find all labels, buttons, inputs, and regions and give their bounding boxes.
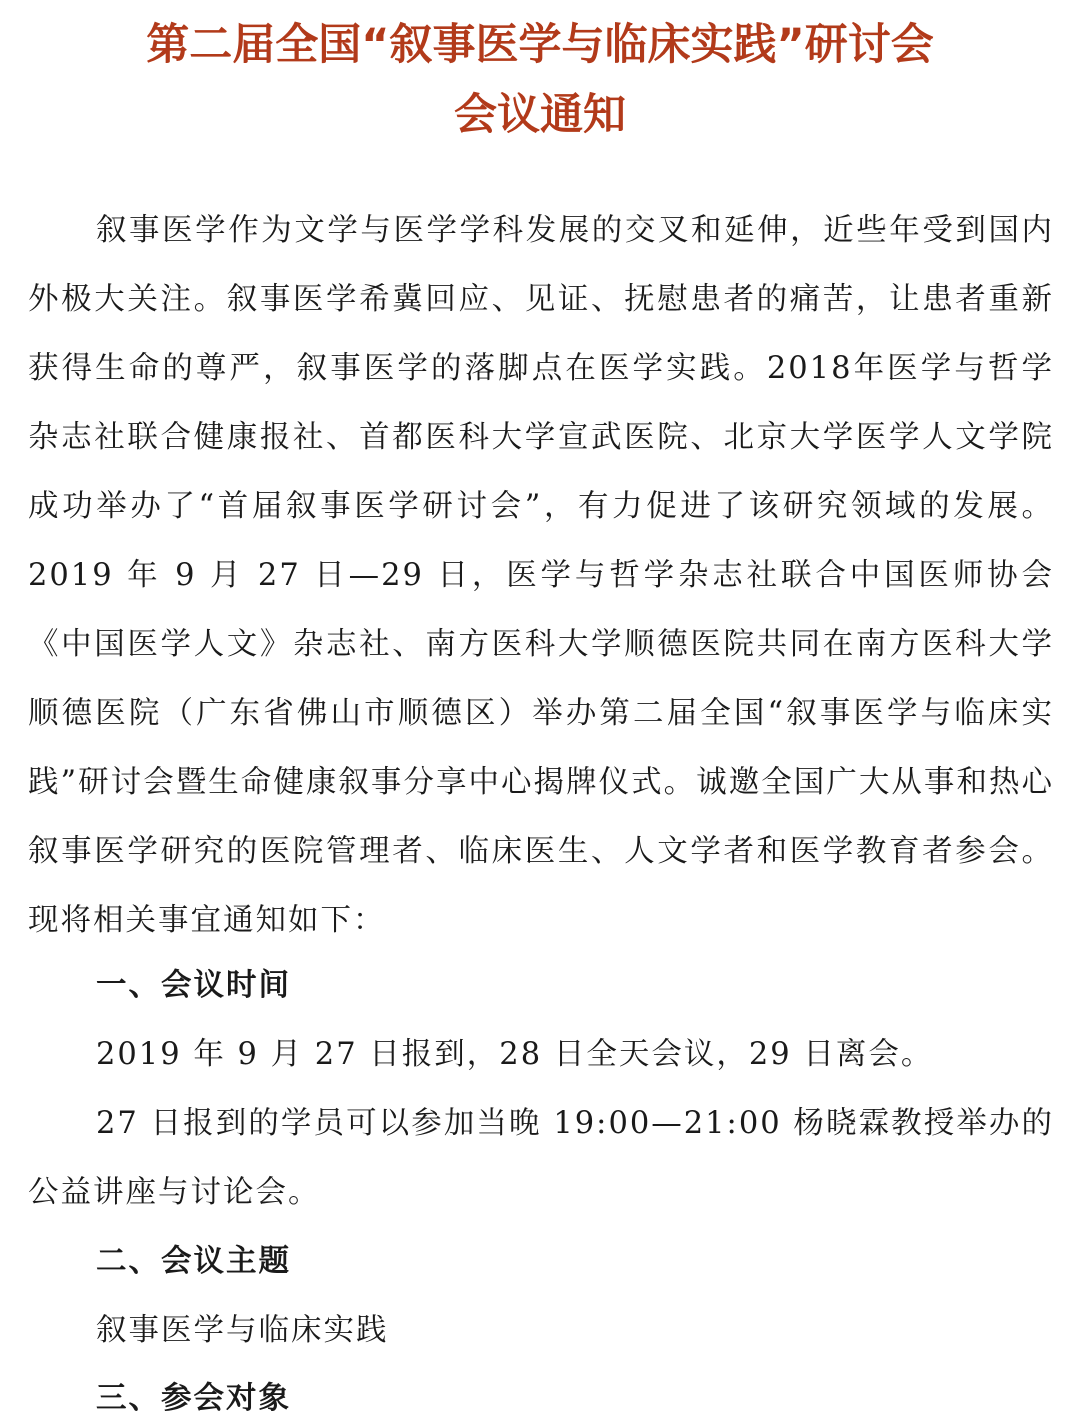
section-heading-time: 一、会议时间 [96, 968, 291, 1003]
intro-paragraph: 叙事医学作为文学与医学学科发展的交叉和延伸，近些年受到国内外极大关注。叙事医学希冀回应、见证、抚慰患者的痛苦，让患者重新获得生命的尊严，叙事医学的落脚点在医学实践。2018年医学与哲学杂志社联合健康报社、首都医科大学宣武医院、北京大学医学人文学院成功举办了“首届叙事医学研讨会”，有力促进了该研究领域的发展。2019 年 9 月 27 日—29 日，医学与哲学杂志社联合中国医师协会《中国医学人文》杂志社、南方医科大学顺德医院共同在南方医科大学顺德医院（广东省佛山市顺德区）举办第二届全国“叙事医学与临床实践”研讨会暨生命健康叙事分享中心揭牌仪式。诚邀全国广大从事和热心叙事医学研究的医院管理者、临床医生、人文学者和医学教育者参会。现将相关事宜通知如下： [28, 213, 1054, 938]
section-heading-audience: 三、参会对象 [96, 1381, 291, 1416]
notice-title: 第二届全国“叙事医学与临床实践”研讨会 [146, 20, 934, 70]
meeting-time-text: 2019 年 9 月 27 日报到，28 日全天会议，29 日离会。 [96, 1037, 934, 1072]
section-heading-theme: 二、会议主题 [96, 1244, 291, 1279]
notice-subtitle: 会议通知 [454, 90, 626, 140]
lecture-note-text: 27 日报到的学员可以参加当晚 19:00—21:00 杨晓霖教授举办的公益讲座与讨论会。 [28, 1106, 1054, 1210]
meeting-theme-text: 叙事医学与临床实践 [96, 1313, 389, 1348]
